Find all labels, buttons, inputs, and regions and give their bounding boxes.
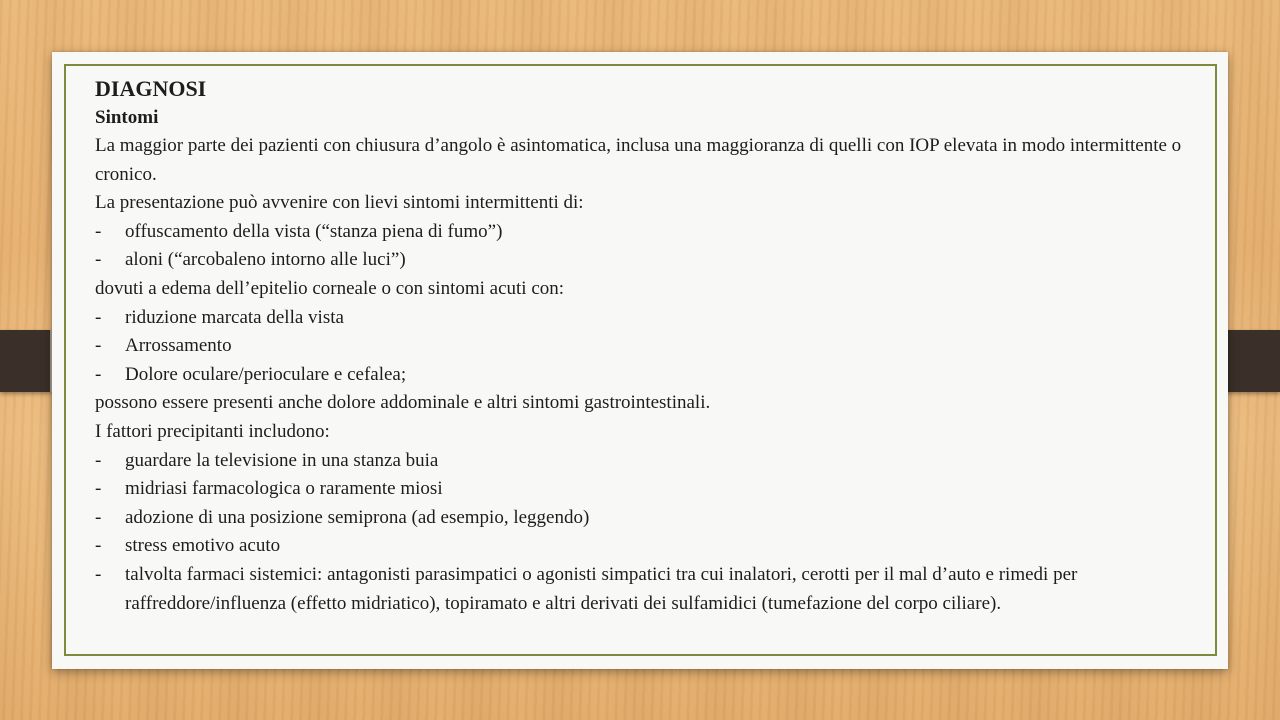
bullet-item xyxy=(95,561,1205,618)
presentation-lead: La presentazione può avvenire con lievi sintomi intermittenti di: xyxy=(95,192,584,214)
bullet-item xyxy=(95,246,1205,275)
bullet-text: riduzione marcata della vista xyxy=(125,306,344,328)
slide-subtitle: Sintomi xyxy=(95,107,159,128)
bullet-dash: - xyxy=(95,220,102,242)
bullet-dash: - xyxy=(95,249,102,271)
bullet-item xyxy=(95,447,1205,476)
slide-content xyxy=(95,76,1205,618)
factors-lead: I fattori precipitanti includono: xyxy=(95,420,330,442)
bullet-dash: - xyxy=(95,335,102,357)
bullet-text: offuscamento della vista (“stanza piena di fumo”) xyxy=(125,220,503,242)
bullet-item xyxy=(95,218,1205,247)
bullet-item xyxy=(95,361,1205,390)
bullet-dash: - xyxy=(95,363,102,385)
bullet-text: midriasi farmacologica o raramente miosi xyxy=(125,478,443,500)
bullet-text: aloni (“arcobaleno intorno alle luci”) xyxy=(125,249,406,271)
bullet-text: Arrossamento xyxy=(125,335,232,357)
bullet-item xyxy=(95,475,1205,504)
slide-card xyxy=(52,52,1228,669)
bullet-text: Dolore oculare/perioculare e cefalea; xyxy=(125,363,407,385)
bullet-item xyxy=(95,332,1205,361)
bullet-text: stress emotivo acuto xyxy=(125,535,281,557)
slide-title: DIAGNOSI xyxy=(95,76,207,101)
bullet-item xyxy=(95,532,1205,561)
left-binder-strap xyxy=(0,330,52,392)
bullet-dash: - xyxy=(95,506,102,528)
bullet-dash: - xyxy=(95,306,102,328)
acute-lead: dovuti a edema dell’epitelio corneale o con sintomi acuti con: xyxy=(95,277,565,299)
bullet-dash: - xyxy=(95,563,102,585)
bullet-dash: - xyxy=(95,449,102,471)
bullet-text: adozione di una posizione semiprona (ad esempio, leggendo) xyxy=(125,506,590,528)
bullet-dash: - xyxy=(95,478,102,500)
gi-note: possono essere presenti anche dolore addominale e altri sintomi gastrointestinali. xyxy=(95,392,711,414)
bullet-item xyxy=(95,504,1205,533)
bullet-text: talvolta farmaci sistemici: antagonisti parasimpatici o agonisti simpatici tra cui inalatori, cerotti per il mal d’auto e rimedi per raffreddore/influenza (effetto midriatico), topiramato e altri derivati dei sulfamidici (tumefazione del corpo ciliare). xyxy=(125,563,1078,614)
bullet-text: guardare la televisione in una stanza buia xyxy=(125,449,439,471)
bullet-item xyxy=(95,304,1205,333)
bullet-dash: - xyxy=(95,535,102,557)
intro-paragraph: La maggior parte dei pazienti con chiusura d’angolo è asintomatica, inclusa una maggioranza di quelli con IOP elevata in modo intermittente o cronico. xyxy=(95,135,1182,185)
